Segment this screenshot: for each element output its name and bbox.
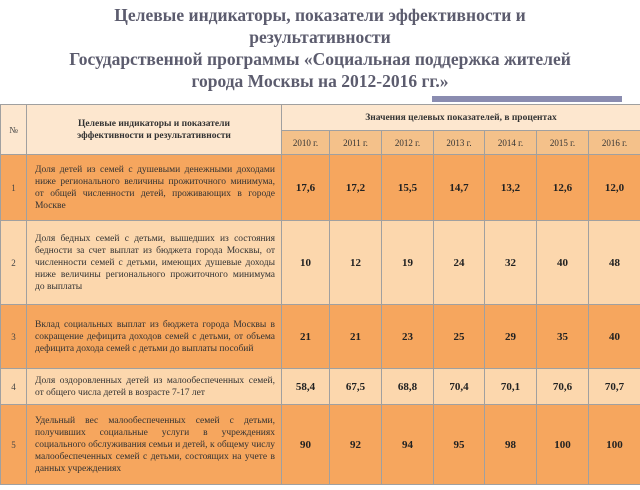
indicator-value: 10 bbox=[282, 221, 330, 305]
title-line-1: Целевые индикаторы, показатели эффективности и bbox=[114, 5, 526, 25]
indicator-value: 24 bbox=[434, 221, 485, 305]
header-values: Значения целевых показателей, в процентах bbox=[282, 105, 640, 131]
indicator-value: 23 bbox=[382, 305, 434, 369]
page-title bbox=[0, 4, 640, 92]
indicator-value: 67,5 bbox=[330, 369, 382, 405]
indicator-value: 48 bbox=[589, 221, 640, 305]
header-year: 2015 г. bbox=[537, 131, 589, 155]
indicator-description: Доля детей из семей с душевыми денежными доходами ниже регионального величины прожиточного минимума, от общей численности детей, проживающих в городе Москве bbox=[27, 155, 282, 221]
header-year: 2010 г. bbox=[282, 131, 330, 155]
indicator-value: 98 bbox=[485, 405, 537, 485]
row-number: 1 bbox=[1, 155, 27, 221]
indicator-value: 35 bbox=[537, 305, 589, 369]
header-indicator: Целевые индикаторы и показатели эффективности и результативности bbox=[27, 105, 282, 155]
indicator-value: 17,6 bbox=[282, 155, 330, 221]
indicator-value: 19 bbox=[382, 221, 434, 305]
header-year: 2013 г. bbox=[434, 131, 485, 155]
table-row bbox=[1, 221, 640, 305]
indicator-value: 40 bbox=[589, 305, 640, 369]
indicator-value: 94 bbox=[382, 405, 434, 485]
header-year: 2012 г. bbox=[382, 131, 434, 155]
indicator-value: 29 bbox=[485, 305, 537, 369]
indicator-value: 25 bbox=[434, 305, 485, 369]
indicator-value: 21 bbox=[282, 305, 330, 369]
indicator-description: Доля бедных семей с детьми, вышедших из состояния бедности за счет выплат из бюджета города Москвы, от численности семей с детьми, имеющих душевые доходы ниже величины регионального прожиточного минимума до выплаты bbox=[27, 221, 282, 305]
header-num: № bbox=[1, 105, 27, 155]
indicator-value: 12,6 bbox=[537, 155, 589, 221]
table-row bbox=[1, 369, 640, 405]
indicator-description: Удельный вес малообеспеченных семей с детьми, получивших социальные услуги в учреждениях социального обслуживания семьи и детей, к общему числу малообеспеченных семей с детьми, состоящих на учете в данных учреждениях bbox=[27, 405, 282, 485]
row-number: 5 bbox=[1, 405, 27, 485]
indicator-value: 70,7 bbox=[589, 369, 640, 405]
indicator-value: 13,2 bbox=[485, 155, 537, 221]
indicator-value: 70,1 bbox=[485, 369, 537, 405]
table-row bbox=[1, 155, 640, 221]
title-line-4: города Москвы на 2012-2016 гг.» bbox=[191, 71, 449, 91]
indicator-value: 58,4 bbox=[282, 369, 330, 405]
indicator-value: 100 bbox=[589, 405, 640, 485]
title-line-2: результативности bbox=[249, 27, 391, 47]
indicator-value: 100 bbox=[537, 405, 589, 485]
table-row bbox=[1, 405, 640, 485]
indicator-value: 12 bbox=[330, 221, 382, 305]
indicator-description: Вклад социальных выплат из бюджета города Москвы в сокращение дефицита доходов семей с детьми, от объема дефицита дохода семей с детьми до выплаты пособий bbox=[27, 305, 282, 369]
row-number: 4 bbox=[1, 369, 27, 405]
indicator-value: 32 bbox=[485, 221, 537, 305]
header-year: 2016 г. bbox=[589, 131, 640, 155]
indicator-value: 15,5 bbox=[382, 155, 434, 221]
indicator-value: 17,2 bbox=[330, 155, 382, 221]
row-number: 2 bbox=[1, 221, 27, 305]
indicator-description: Доля оздоровленных детей из малообеспеченных семей, от общего числа детей в возрасте 7-17 лет bbox=[27, 369, 282, 405]
indicators-table bbox=[0, 104, 640, 485]
indicator-value: 68,8 bbox=[382, 369, 434, 405]
table-row bbox=[1, 305, 640, 369]
header-year: 2011 г. bbox=[330, 131, 382, 155]
indicator-value: 92 bbox=[330, 405, 382, 485]
indicator-value: 14,7 bbox=[434, 155, 485, 221]
title-accent-bar bbox=[432, 96, 622, 102]
indicator-value: 21 bbox=[330, 305, 382, 369]
title-line-3: Государственной программы «Социальная поддержка жителей bbox=[69, 49, 571, 69]
indicator-value: 95 bbox=[434, 405, 485, 485]
indicator-value: 40 bbox=[537, 221, 589, 305]
row-number: 3 bbox=[1, 305, 27, 369]
header-year: 2014 г. bbox=[485, 131, 537, 155]
indicator-value: 12,0 bbox=[589, 155, 640, 221]
indicator-value: 90 bbox=[282, 405, 330, 485]
indicator-value: 70,6 bbox=[537, 369, 589, 405]
indicator-value: 70,4 bbox=[434, 369, 485, 405]
